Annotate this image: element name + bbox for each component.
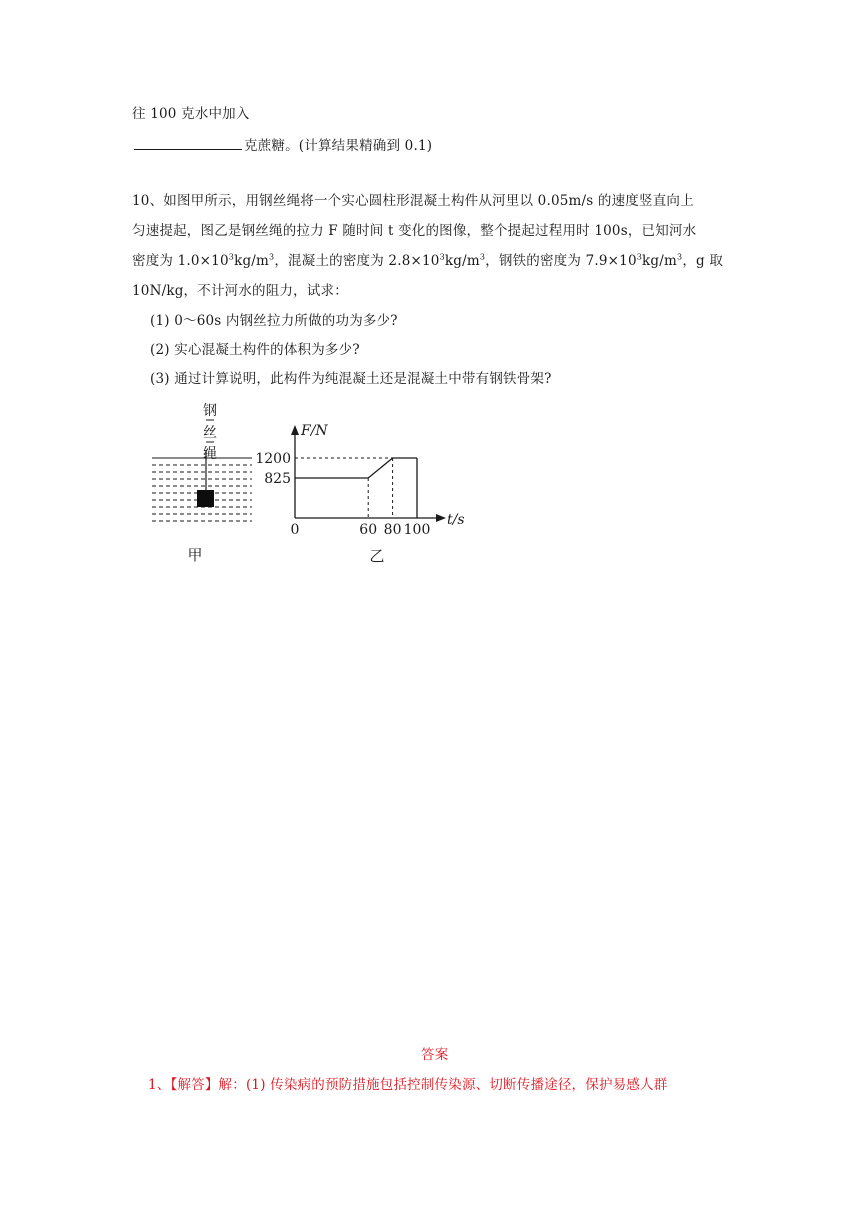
exp: 3 <box>439 252 445 262</box>
q10-sub-1: (1) 0～60s 内钢丝拉力所做的功为多少? <box>150 313 398 329</box>
text-line-top-2 <box>134 135 432 155</box>
y-axis-arrow <box>291 425 299 435</box>
caption-jia: 甲 <box>187 546 203 564</box>
unit: kg/m <box>234 253 270 269</box>
exp: 3 <box>479 252 486 262</box>
y-tick-label-825: 825 <box>264 471 291 487</box>
unit: kg/m <box>642 253 678 269</box>
x-axis-label: t/s <box>447 512 465 528</box>
steel-density-text: ，钢铁的密度为 7.9×10 <box>485 253 637 269</box>
blank-suffix: 克蔗糖。(计算结果精确到 0.1) <box>244 138 433 154</box>
caption-yi: 乙 <box>369 547 385 565</box>
y-axis-label: F/N <box>301 423 328 439</box>
concrete-block <box>197 490 214 507</box>
origin-label: 0 <box>290 522 300 538</box>
text-line-top-1: 往 100 克水中加入 <box>132 106 250 122</box>
label-steel-char-1: 钢 <box>203 403 217 419</box>
y-tick-label-1200: 1200 <box>255 451 291 467</box>
force-series-line <box>295 458 417 478</box>
q10-line-4: 10N/kg，不计河水的阻力，试求： <box>132 283 348 299</box>
answer-blank[interactable] <box>134 135 242 150</box>
exp: 3 <box>269 252 275 262</box>
q10-line-1: 10、如图甲所示，用钢丝绳将一个实心圆柱形混凝土构件从河里以 0.05m/s 的速度竖直向上 <box>132 193 694 209</box>
q10-sub-2: (2) 实心混凝土构件的体积为多少? <box>150 342 360 358</box>
label-steel-char-2: 丝 <box>203 425 217 441</box>
x-tick-label-80: 80 <box>383 522 402 538</box>
g-text: ，g 取 <box>682 253 724 269</box>
q10-line-3 <box>132 252 723 270</box>
answer-line-1: 1、【解答】解：(1) 传染病的预防措施包括控制传染源、切断传播途径，保护易感人群 <box>148 1077 668 1093</box>
answer-title: 答案 <box>421 1047 449 1063</box>
label-steel-char-3: 绳 <box>203 446 217 462</box>
water-density-text: 密度为 1.0×10 <box>132 253 229 269</box>
unit: kg/m <box>444 253 480 269</box>
q10-sub-3: (3) 通过计算说明，此构件为纯混凝土还是混凝土中带有钢铁骨架? <box>150 371 552 387</box>
exp: 3 <box>636 252 643 262</box>
x-tick-label-100: 100 <box>403 522 431 538</box>
concrete-density-text: ，混凝土的密度为 2.8×10 <box>274 253 440 269</box>
exp: 3 <box>228 252 235 262</box>
q10-line-2: 匀速提起，图乙是钢丝绳的拉力 F 随时间 t 变化的图像，整个提起过程用时 100s，已知河水 <box>132 223 697 239</box>
figure-yi-chart <box>250 415 475 570</box>
x-tick-label-60: 60 <box>359 522 378 538</box>
x-axis-arrow <box>436 514 446 522</box>
exp: 3 <box>677 252 683 262</box>
